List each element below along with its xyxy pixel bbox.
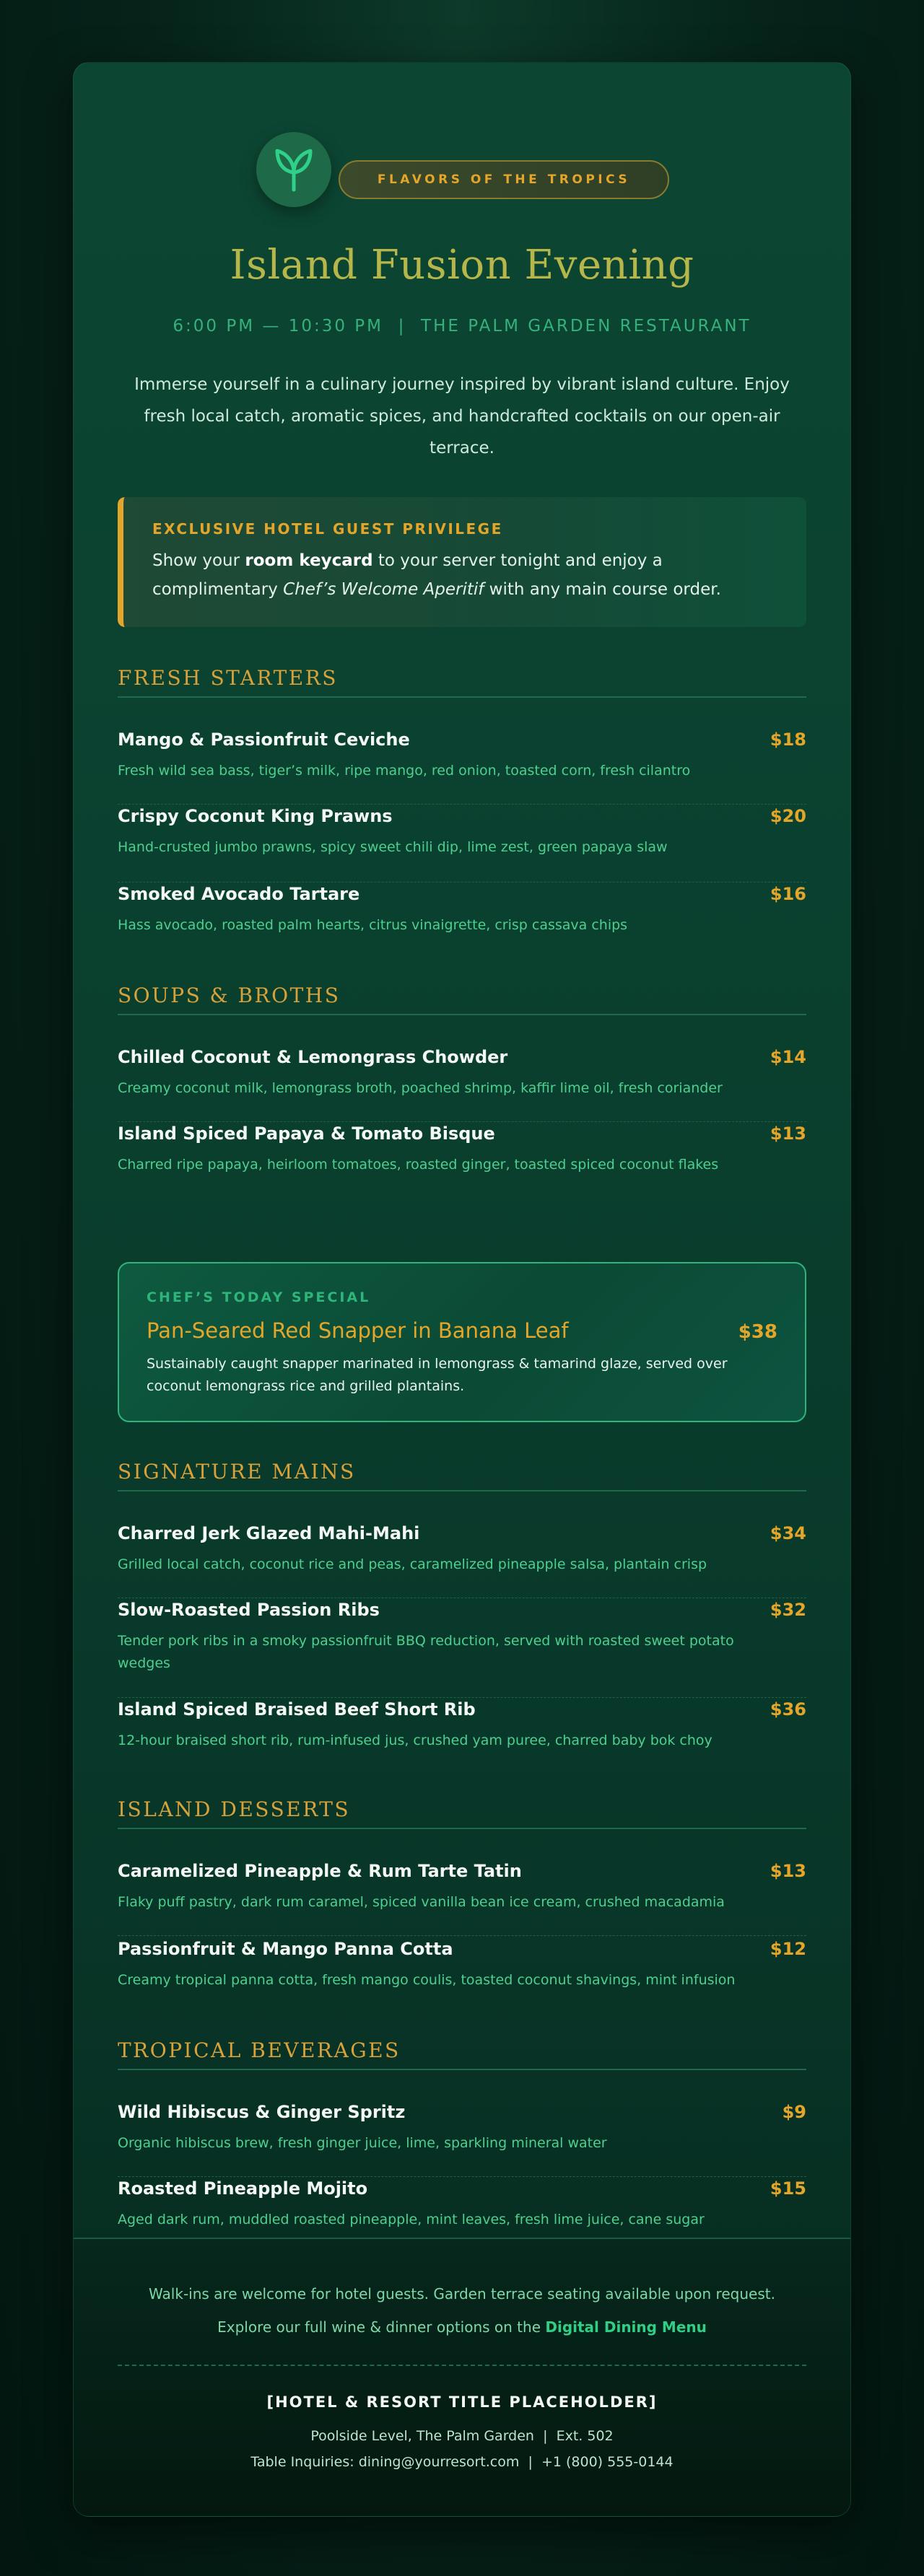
separator: | <box>528 2454 533 2470</box>
item-price: $34 <box>770 1523 806 1543</box>
item-price: $18 <box>770 730 806 750</box>
chef-special-box <box>118 1262 806 1422</box>
location: Poolside Level, The Palm Garden <box>310 2428 534 2444</box>
section-title-desserts: ISLAND DESSERTS <box>118 1795 806 1829</box>
menu-item <box>118 1047 806 1122</box>
item-description: Hass avocado, roasted palm hearts, citrus vinaigrette, crisp cassava chips <box>118 917 628 933</box>
special-price: $38 <box>738 1321 777 1343</box>
event-venue: THE PALM GARDEN RESTAURANT <box>421 317 751 336</box>
privilege-title: EXCLUSIVE HOTEL GUEST PRIVILEGE <box>152 520 503 538</box>
menu-item <box>118 1600 806 1698</box>
event-time: 6:00 PM — 10:30 PM <box>173 317 384 336</box>
item-description: 12-hour braised short rib, rum-infused jus, crushed yam puree, charred baby bok choy <box>118 1732 712 1748</box>
item-name: Wild Hibiscus & Ginger Spritz <box>118 2102 406 2122</box>
menu-card <box>73 62 851 2517</box>
separator: | <box>398 317 406 336</box>
privilege-text-part: Show your <box>152 551 245 570</box>
item-price: $13 <box>770 1123 806 1144</box>
item-name: Mango & Passionfruit Ceviche <box>118 730 410 750</box>
special-name: Pan-Seared Red Snapper in Banana Leaf <box>147 1318 569 1343</box>
footer-divider <box>118 2365 806 2366</box>
digital-menu-link[interactable]: Digital Dining Menu <box>545 2318 707 2336</box>
privilege-text-part: to your server tonight and enjoy a complimentary <box>152 551 663 599</box>
section-title-soups: SOUPS & BROTHS <box>118 981 806 1015</box>
item-description: Grilled local catch, coconut rice and peas, caramelized pineapple salsa, plantain crisp <box>118 1556 707 1572</box>
menu-item <box>118 884 806 956</box>
menu-item <box>118 2178 806 2229</box>
item-name: Roasted Pineapple Mojito <box>118 2178 368 2199</box>
walkins-note: Walk-ins are welcome for hotel guests. Garden terrace seating available upon request. <box>149 2285 775 2303</box>
item-price: $13 <box>770 1861 806 1881</box>
tagline-badge: FLAVORS OF THE TROPICS <box>339 160 669 199</box>
menu-item <box>118 806 806 882</box>
explore-text: Explore our full wine & dinner options on the <box>217 2318 546 2336</box>
privilege-aperitif: Chef’s Welcome Aperitif <box>283 580 484 599</box>
item-price: $16 <box>770 884 806 904</box>
privilege-text <box>152 546 777 604</box>
inquiries-email[interactable]: Table Inquiries: dining@yourresort.com <box>250 2454 520 2470</box>
item-name: Caramelized Pineapple & Rum Tarte Tatin <box>118 1861 522 1881</box>
item-price: $36 <box>770 1699 806 1719</box>
privilege-text-part: with any main course order. <box>484 580 721 599</box>
item-description: Creamy tropical panna cotta, fresh mango coulis, toasted coconut shavings, mint infusion <box>118 1972 736 1988</box>
location-line <box>74 2428 850 2444</box>
menu-item <box>118 1861 806 1936</box>
menu-item <box>118 1699 806 1771</box>
phone-number[interactable]: +1 (800) 555-0144 <box>541 2454 674 2470</box>
footer <box>74 2238 850 2516</box>
item-name: Crispy Coconut King Prawns <box>118 806 393 826</box>
item-name: Island Spiced Papaya & Tomato Bisque <box>118 1123 495 1144</box>
event-time-venue <box>74 317 850 336</box>
item-price: $14 <box>770 1047 806 1067</box>
extension: Ext. 502 <box>556 2428 614 2444</box>
special-description: Sustainably caught snapper marinated in lemongrass & tamarind glaze, served over coconut lemongrass rice and grilled plantains. <box>147 1356 728 1394</box>
section-title-mains: SIGNATURE MAINS <box>118 1457 806 1491</box>
menu-item <box>118 2102 806 2177</box>
inquiries-line <box>74 2454 850 2470</box>
item-price: $15 <box>770 2178 806 2199</box>
menu-item <box>118 1523 806 1598</box>
item-description: Organic hibiscus brew, fresh ginger juice, lime, sparkling mineral water <box>118 2135 607 2151</box>
section-title-beverages: TROPICAL BEVERAGES <box>118 2036 806 2070</box>
item-name: Slow-Roasted Passion Ribs <box>118 1600 380 1620</box>
special-label: CHEF’S TODAY SPECIAL <box>147 1289 371 1305</box>
menu-item <box>118 1939 806 2011</box>
hotel-name: [HOTEL & RESORT TITLE PLACEHOLDER] <box>266 2393 658 2411</box>
logo-badge <box>256 132 331 207</box>
item-name: Smoked Avocado Tartare <box>118 884 360 904</box>
intro-text: Immerse yourself in a culinary journey inspired by vibrant island culture. Enjoy fresh local catch, aromatic spices, and handcrafted cocktails on our open-air terrace. <box>134 375 790 457</box>
item-description: Charred ripe papaya, heirloom tomatoes, roasted ginger, toasted spiced coconut flakes <box>118 1157 719 1173</box>
item-description: Aged dark rum, muddled roasted pineapple, mint leaves, fresh lime juice, cane sugar <box>118 2212 705 2227</box>
item-description: Hand-crusted jumbo prawns, spicy sweet chili dip, lime zest, green papaya slaw <box>118 839 668 855</box>
item-price: $20 <box>770 806 806 826</box>
item-description: Tender pork ribs in a smoky passionfruit BBQ reduction, served with roasted sweet potato wedges <box>118 1633 734 1671</box>
item-name: Charred Jerk Glazed Mahi-Mahi <box>118 1523 420 1543</box>
item-name: Chilled Coconut & Lemongrass Chowder <box>118 1047 508 1067</box>
privilege-keycard: room keycard <box>245 551 373 570</box>
section-title-starters: FRESH STARTERS <box>118 663 806 698</box>
explore-note <box>74 2318 850 2336</box>
separator: | <box>543 2428 548 2444</box>
item-description: Flaky puff pastry, dark rum caramel, spiced vanilla bean ice cream, crushed macadamia <box>118 1894 725 1910</box>
sprout-icon <box>273 146 315 193</box>
item-price: $32 <box>770 1600 806 1620</box>
item-description: Fresh wild sea bass, tiger’s milk, ripe mango, red onion, toasted corn, fresh cilantro <box>118 763 691 779</box>
guest-privilege-box <box>118 497 806 627</box>
item-price: $12 <box>770 1939 806 1959</box>
item-name: Passionfruit & Mango Panna Cotta <box>118 1939 453 1959</box>
item-name: Island Spiced Braised Beef Short Rib <box>118 1699 476 1719</box>
item-description: Creamy coconut milk, lemongrass broth, poached shrimp, kaffir lime oil, fresh coriander <box>118 1080 723 1096</box>
page-title: Island Fusion Evening <box>230 242 694 289</box>
menu-item <box>118 1123 806 1196</box>
item-price: $9 <box>782 2102 806 2122</box>
menu-item <box>118 730 806 805</box>
